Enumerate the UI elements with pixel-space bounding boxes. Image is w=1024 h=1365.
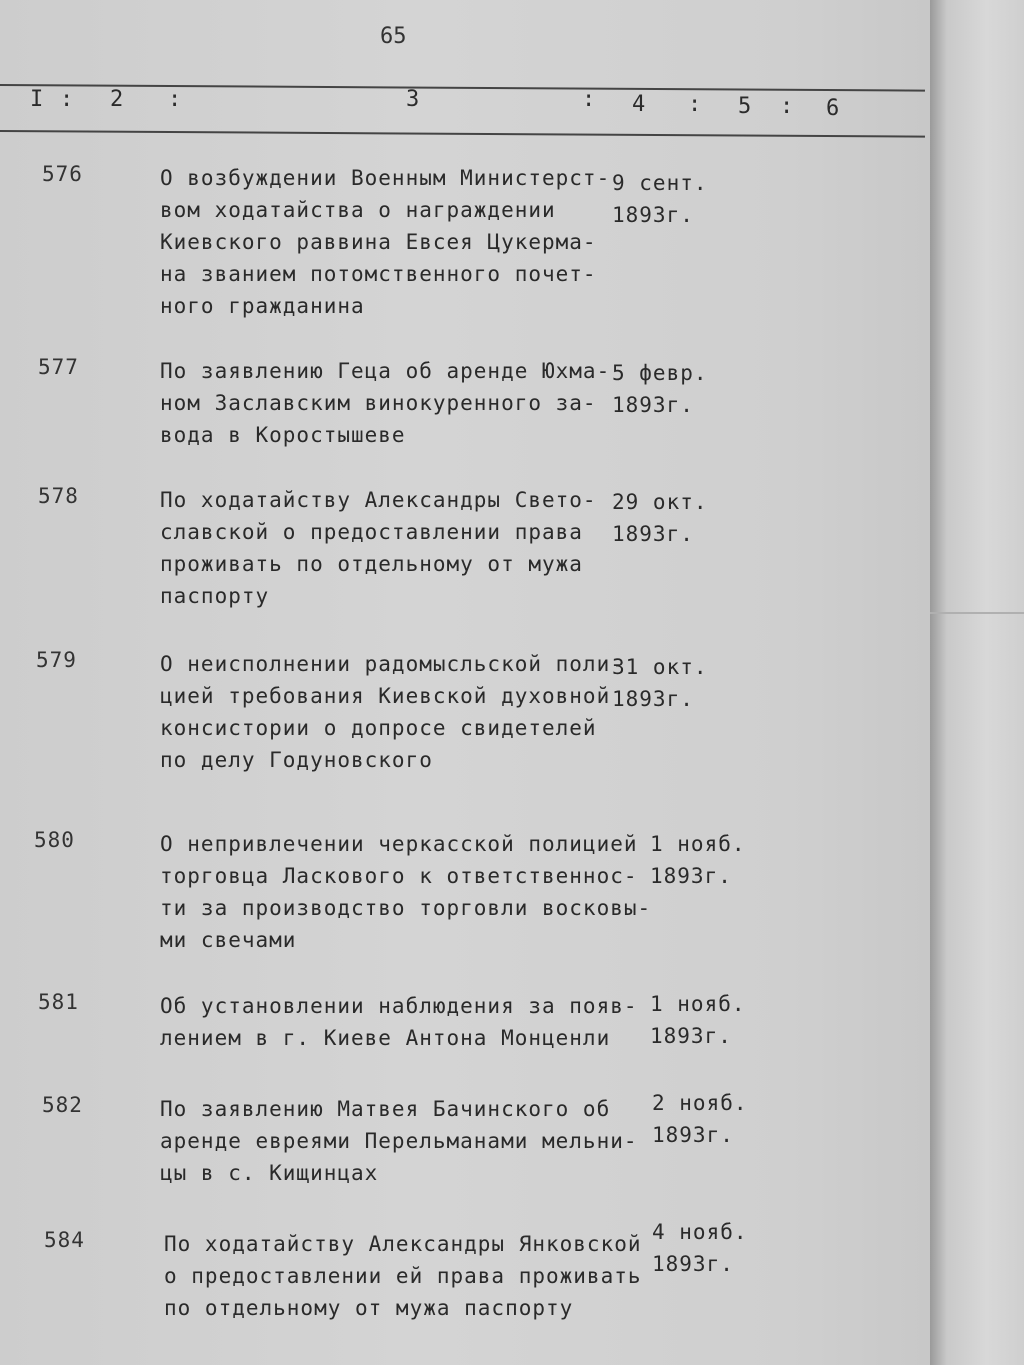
description-line: О неисполнении радомысльской поли- xyxy=(160,652,624,676)
date-year: 1893г. xyxy=(612,393,694,417)
date-day-month: 2 нояб. xyxy=(652,1091,748,1115)
entry-number: 579 xyxy=(36,648,77,672)
date-day-month: 1 нояб. xyxy=(650,832,746,856)
entry-date xyxy=(612,167,772,231)
entry-date xyxy=(652,1087,812,1151)
adjacent-page-edge xyxy=(930,0,1024,1365)
column-header-3: 3 xyxy=(406,87,420,112)
column-header-row xyxy=(0,87,930,127)
column-header-5: 5 xyxy=(738,94,752,119)
description-line: О непривлечении черкасской полицией xyxy=(160,832,638,856)
date-year: 1893г. xyxy=(650,1024,732,1048)
description-line: ти за производство торговли восковы- xyxy=(160,896,652,920)
entry-number: 582 xyxy=(42,1093,83,1117)
description-line: славской о предоставлении права xyxy=(160,520,583,544)
date-year: 1893г. xyxy=(652,1123,734,1147)
description-line: ного гражданина xyxy=(160,294,365,318)
entry-date xyxy=(612,357,772,421)
date-year: 1893г. xyxy=(612,522,694,546)
description-line: вода в Коростышеве xyxy=(160,423,406,447)
entry-description xyxy=(164,1228,642,1324)
description-line: О возбуждении Военным Министерст- xyxy=(160,166,611,190)
header-bottom-rule xyxy=(0,130,925,138)
date-day-month: 4 нояб. xyxy=(652,1220,748,1244)
entry-description xyxy=(160,162,630,322)
column-separator: : xyxy=(168,87,182,112)
date-day-month: 31 окт. xyxy=(612,655,708,679)
date-day-month: 5 февр. xyxy=(612,361,708,385)
description-line: Киевского раввина Евсея Цукерма- xyxy=(160,230,597,254)
description-line: по делу Годуновского xyxy=(160,748,433,772)
entry-date xyxy=(650,988,810,1052)
entry-description xyxy=(160,1093,638,1189)
entry-date xyxy=(612,651,772,715)
description-line: По ходатайству Александры Свето- xyxy=(160,488,597,512)
entry-date xyxy=(612,486,772,550)
description-line: на званием потомственного почет- xyxy=(160,262,597,286)
description-line: проживать по отдельному от мужа xyxy=(160,552,583,576)
date-year: 1893г. xyxy=(612,203,694,227)
description-line: По ходатайству Александры Янковской xyxy=(164,1232,642,1256)
entry-number: 576 xyxy=(42,162,83,186)
description-line: торговца Ласкового к ответственнос- xyxy=(160,864,638,888)
description-line: о предоставлении ей права проживать xyxy=(164,1264,642,1288)
date-year: 1893г. xyxy=(650,864,732,888)
description-line: по отдельному от мужа паспорту xyxy=(164,1296,574,1320)
date-day-month: 29 окт. xyxy=(612,490,708,514)
column-header-4: 4 xyxy=(632,92,646,117)
entry-number: 577 xyxy=(38,355,79,379)
entry-description xyxy=(160,990,638,1054)
date-day-month: 1 нояб. xyxy=(650,992,746,1016)
page-fold-line xyxy=(930,612,1024,614)
entry-description xyxy=(160,828,652,956)
entry-number: 578 xyxy=(38,484,79,508)
column-header-6: 6 xyxy=(826,96,840,121)
entry-description xyxy=(160,648,630,776)
entry-date xyxy=(652,1216,812,1280)
column-header-1: I xyxy=(30,87,44,112)
date-day-month: 9 сент. xyxy=(612,171,708,195)
description-line: цы в с. Кищинцах xyxy=(160,1161,379,1185)
entry-number: 580 xyxy=(34,828,75,852)
entry-number: 584 xyxy=(44,1228,85,1252)
date-year: 1893г. xyxy=(652,1252,734,1276)
column-separator: : xyxy=(688,92,702,117)
description-line: Об установлении наблюдения за появ- xyxy=(160,994,638,1018)
entry-date xyxy=(650,828,810,892)
entry-description xyxy=(160,484,630,612)
column-separator: : xyxy=(780,94,794,119)
column-separator: : xyxy=(582,87,596,112)
description-line: консистории о допросе свидетелей xyxy=(160,716,597,740)
description-line: цией требования Киевской духовной xyxy=(160,684,611,708)
entry-number: 581 xyxy=(38,990,79,1014)
description-line: По заявлению Геца об аренде Юхма- xyxy=(160,359,611,383)
description-line: вом ходатайства о награждении xyxy=(160,198,556,222)
description-line: лением в г. Киеве Антона Монценли xyxy=(160,1026,611,1050)
description-line: ми свечами xyxy=(160,928,297,952)
description-line: аренде евреями Перельманами мельни- xyxy=(160,1129,638,1153)
page-number: 65 xyxy=(380,24,407,49)
column-header-2: 2 xyxy=(110,87,124,112)
column-separator: : xyxy=(60,87,74,112)
description-line: паспорту xyxy=(160,584,270,608)
description-line: По заявлению Матвея Бачинского об xyxy=(160,1097,611,1121)
date-year: 1893г. xyxy=(612,687,694,711)
description-line: ном Заславским винокуренного за- xyxy=(160,391,597,415)
entry-description xyxy=(160,355,630,451)
